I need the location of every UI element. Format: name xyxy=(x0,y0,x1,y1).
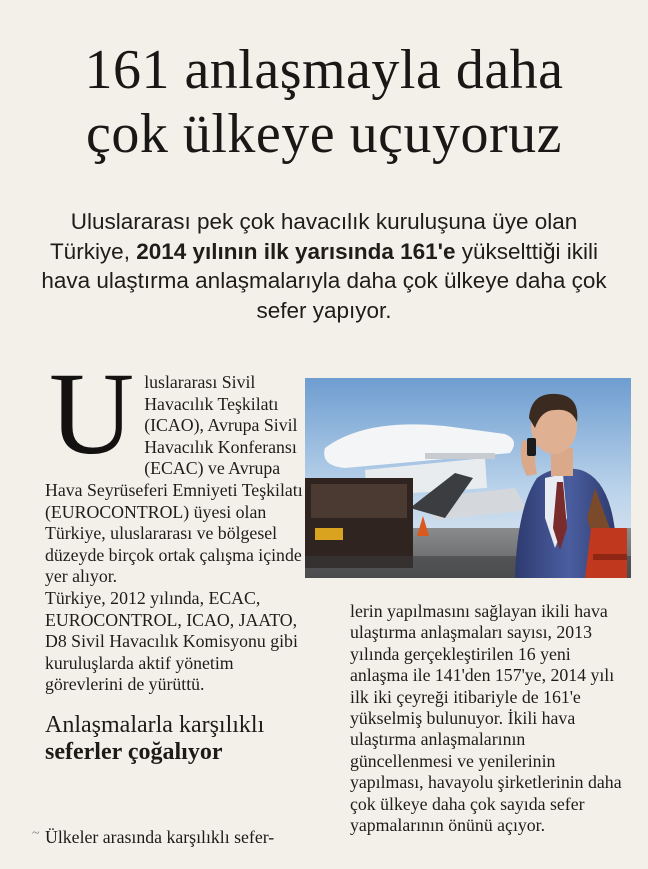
headline xyxy=(20,38,628,166)
headline-line-1: 161 anlaşmayla daha xyxy=(84,39,564,101)
drop-cap: U xyxy=(49,348,135,479)
photo-illustration xyxy=(305,378,631,578)
lede-text-1: Uluslararası pek çok havacılık kuruluşuna üye olan Türkiye, xyxy=(49,209,578,264)
subheading xyxy=(45,712,305,766)
subheading-line-2: seferler çoğalıyor xyxy=(45,738,223,765)
paragraph-3-start: Ülkeler arasında karşılıklı sefer- xyxy=(45,827,275,847)
lede xyxy=(30,207,618,325)
subheading-line-1: Anlaşmalarla karşılıklı xyxy=(45,711,265,738)
paragraph-2: Türkiye, 2012 yılında, ECAC, EUROCONTROL, ICAO, JAATO, D8 Sivil Havacılık Komisyonu gibi kuruluşlarda aktif yönetim görevlerini de yürüttü. xyxy=(45,587,298,695)
margin-mark: ~ xyxy=(32,826,40,841)
left-column xyxy=(45,348,305,766)
headline-line-2: çok ülkeye uçuyoruz xyxy=(86,103,562,165)
right-column: lerin yapılmasını sağlayan ikili hava ulaştırma anlaşmaları sayısı, 2013 yılında gerçekleştirilen 16 yeni anlaşma ile 141'den 157'ye, 2014 yılı ilk iki çeyreği itibariyle de 161'e yükselmiş bulunuyor. İkili hava ulaştırma anlaşmalarının güncellenmesi ve yenilerinin yapılması, havayolu şirketlerinin daha çok ülkeye daha çok sayıda sefer yapmalarının önünü açıyor. xyxy=(350,601,622,836)
lede-text-2: yükselttiği ikili hava ulaştırma anlaşmalarıyla daha çok ülkeye daha çok sefer yapıyor. xyxy=(41,238,607,323)
man-on-phone-at-airport-photo xyxy=(305,378,631,578)
lede-bold: 2014 yılının ilk yarısında 161'e xyxy=(136,238,456,264)
paragraph-1 xyxy=(45,348,305,588)
paragraph-1-text: luslararası Sivil Havacılık Teşkilatı (ICAO), Avrupa Sivil Havacılık Konferansı (ECAC) ve Avrupa Hava Seyrüseferi Emniyeti Teşkilatı (EUROCONTROL) üyesi olan Türkiye, uluslararası ve bölgesel düzeyde birçok ortak çalışma içinde yer alıyor. xyxy=(45,372,303,587)
